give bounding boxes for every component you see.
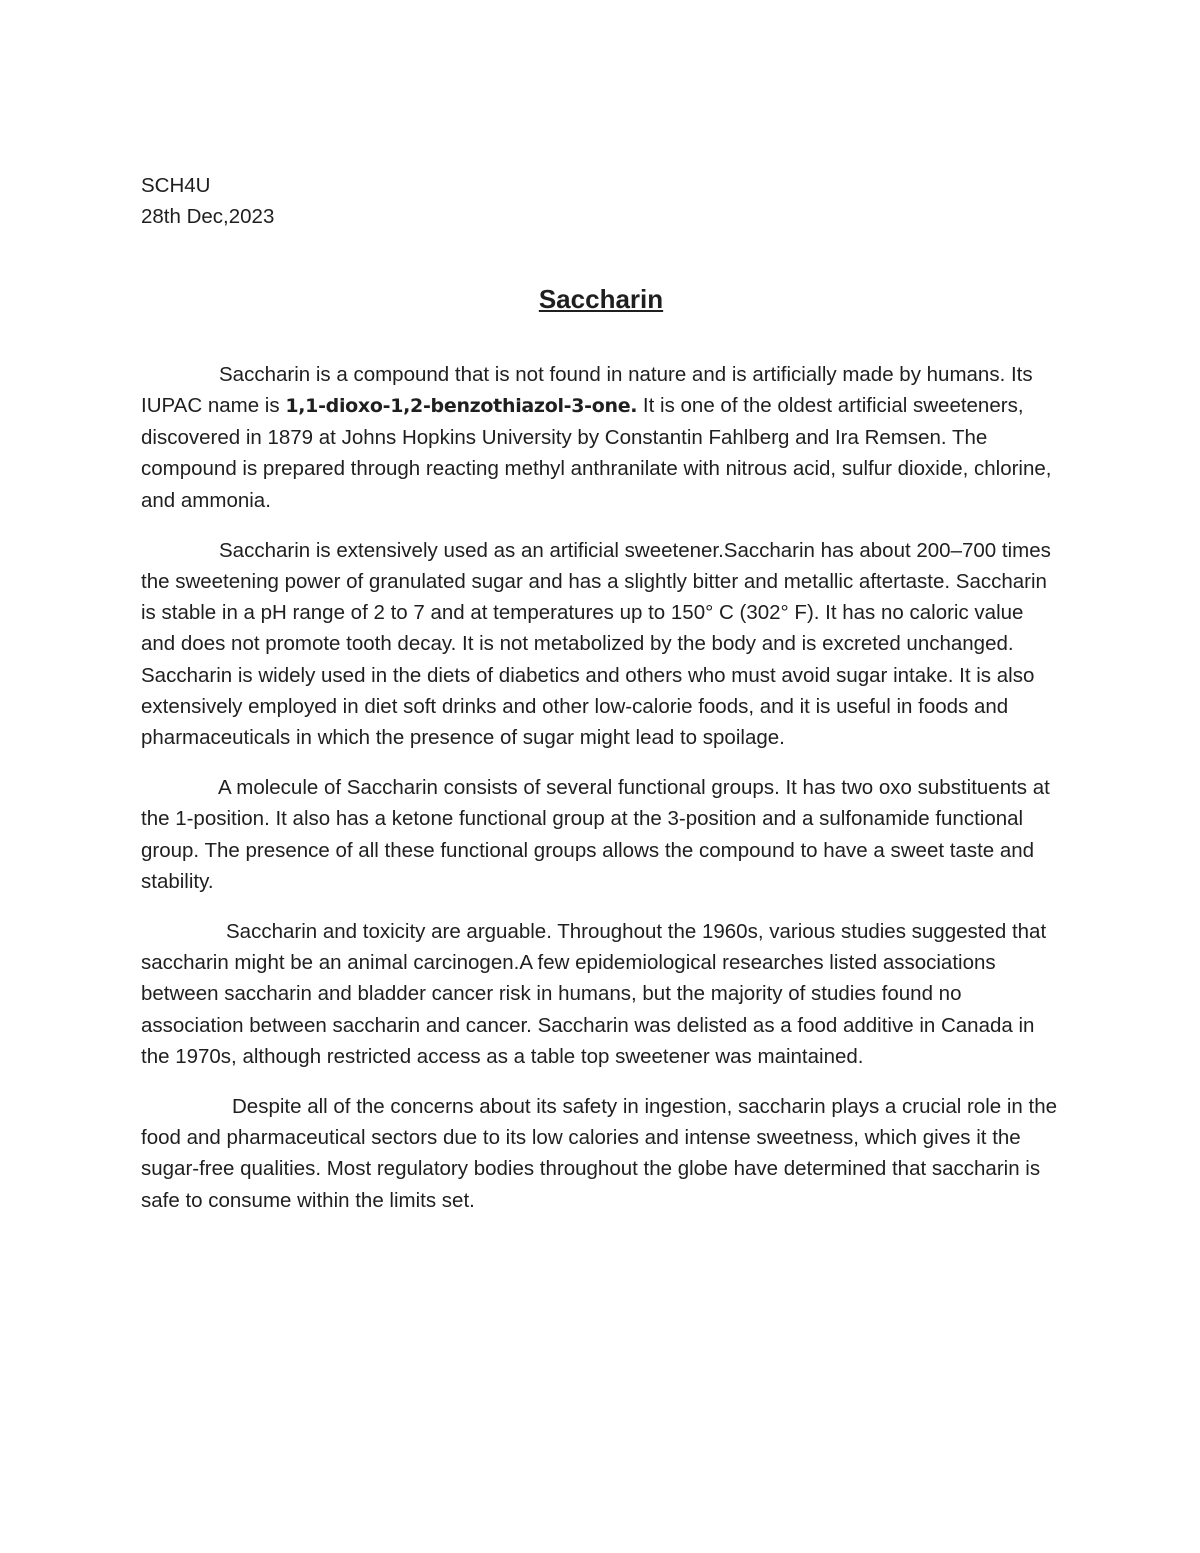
document-date: 28th Dec,2023 [141,205,275,229]
paragraph-intro-text-before: Saccharin is a compound that is not found in nature and is artificially made by humans. Its IUPAC name is [141,362,1033,417]
paragraph-introduction [141,359,1061,516]
course-code: SCH4U [141,174,211,197]
iupac-name: 1,1-dioxo-1,2-benzothiazol-3-one. [285,394,638,417]
paragraph-conclusion: Despite all of the concerns about its safety in ingestion, saccharin plays a crucial role in the food and pharmaceutical sectors due to its low calories and intense sweetness, which gives it the sugar-free qualities. Most regulatory bodies throughout the globe have determined that saccharin is safe to consume within the limits set. [141,1094,1057,1212]
document-body [141,170,1061,1235]
document-title: Saccharin [538,283,664,314]
paragraph-toxicity: Saccharin and toxicity are arguable. Throughout the 1960s, various studies suggested that saccharin might be an animal carcinogen.A few epidemiological researches listed associations between saccharin and bladder cancer risk in humans, but the majority of studies found no association between saccharin and cancer. Saccharin was delisted as a food additive in Canada in the 1970s, although restricted access as a table top sweetener was maintained. [141,919,1047,1069]
paragraph-intro-text-after: It is one of the oldest artificial sweeteners, discovered in 1879 at Johns Hopkins University by Constantin Fahlberg and Ira Remsen. The compound is prepared through reacting methyl anthranilate with nitrous acid, sulfur dioxide, chlorine, and ammonia. [141,393,1052,512]
paragraph-functional-groups: A molecule of Saccharin consists of several functional groups. It has two oxo substituents at the 1-position. It also has a ketone functional group at the 3-position and a sulfonamide functional group. The presence of all these functional groups allows the compound to have a sweet taste and stability. [141,776,1050,894]
paragraph-uses: Saccharin is extensively used as an artificial sweetener.Saccharin has about 200–700 times the sweetening power of granulated sugar and has a slightly bitter and metallic aftertaste. Saccharin is stable in a pH range of 2 to 7 and at temperatures up to 150° C (302° F). It has no caloric value and does not promote tooth decay. It is not metabolized by the body and is excreted unchanged. Saccharin is widely used in the diets of diabetics and others who must avoid sugar intake. It is also extensively employed in diet soft drinks and other low-calorie foods, and it is useful in foods and pharmaceuticals in which the presence of sugar might lead to spoilage. [141,538,1051,750]
